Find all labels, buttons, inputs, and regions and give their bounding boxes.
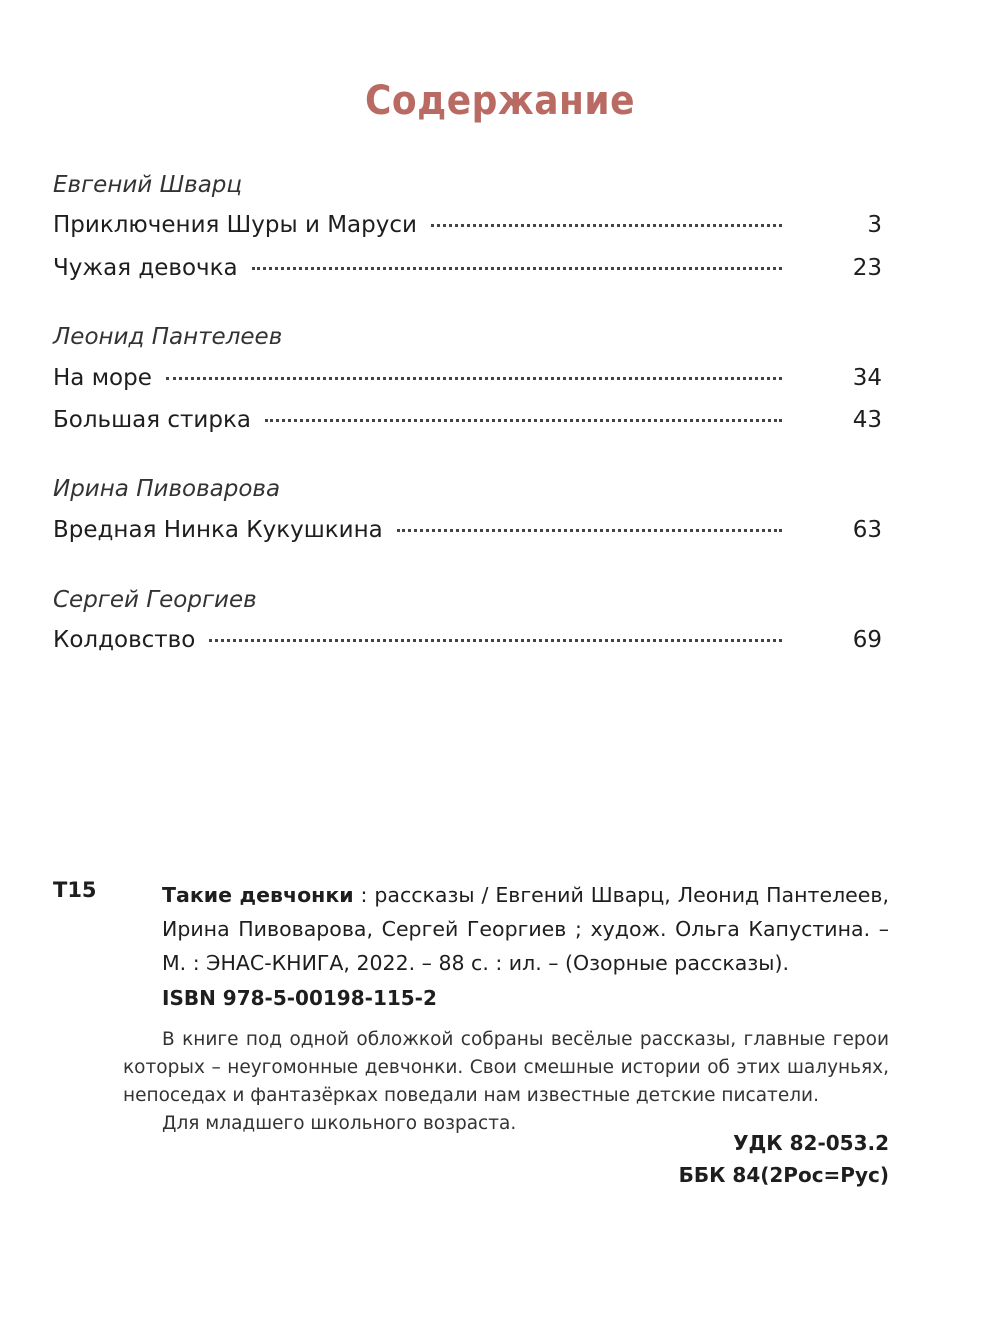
toc-entry-title: Большая стирка [53,407,251,433]
toc-entry-page: 43 [852,407,882,433]
dot-leader [431,224,782,227]
toc-entry-title: Вредная Нинка Кукушкина [53,517,383,543]
udk-code: УДК 82-053.2 [733,1131,889,1155]
isbn: ISBN 978-5-00198-115-2 [162,986,437,1010]
age-note: Для младшего школьного возраста. [162,1113,517,1134]
toc-entry-page: 69 [852,627,882,653]
dot-leader [252,267,782,270]
toc-entry-page: 63 [852,517,882,543]
toc-entry[interactable] [53,627,882,653]
toc-author: Леонид Пантелеев [53,324,283,350]
toc-entry[interactable] [53,212,882,238]
toc-entry-page: 3 [867,212,882,238]
annotation-text: В книге под одной обложкой собраны весёлые рассказы, главные герои которых – неугомонные девчонки. Свои смешные истории об этих шалуньях, непоседах и фантазёрках поведали нам известные детские писатели. [123,1029,889,1106]
page-title: Содержание [365,78,635,124]
toc-entry-page: 23 [852,255,882,281]
toc-entry[interactable] [53,365,882,391]
toc-entry-title: На море [53,365,152,391]
dot-leader [166,377,782,380]
toc-entry[interactable] [53,407,882,433]
toc-entry-title: Приключения Шуры и Маруси [53,212,417,238]
annotation [123,1026,889,1138]
bibliographic-details: : рассказы / Евгений Шварц, Леонид Пантелеев, Ирина Пивоварова, Сергей Георгиев ; худож. Ольга Капустина. – М. : ЭНАС-КНИГА, 2022. – 88 с. : ил. – (Озорные рассказы). [162,883,889,975]
bibliographic-description [162,878,889,980]
dot-leader [265,419,782,422]
dot-leader [397,529,782,532]
toc-entry-page: 34 [852,365,882,391]
book-title: Такие девчонки [162,883,354,907]
toc-entry-title: Чужая девочка [53,255,238,281]
dot-leader [209,639,782,642]
toc-author: Сергей Георгиев [53,587,257,613]
toc-author: Евгений Шварц [53,172,243,198]
toc-entry[interactable] [53,255,882,281]
toc-entry-title: Колдовство [53,627,196,653]
bbk-code: ББК 84(2Рос=Рус) [678,1163,889,1187]
toc-entry[interactable] [53,517,882,543]
catalog-code: Т15 [53,878,97,902]
toc-author: Ирина Пивоварова [53,476,281,502]
